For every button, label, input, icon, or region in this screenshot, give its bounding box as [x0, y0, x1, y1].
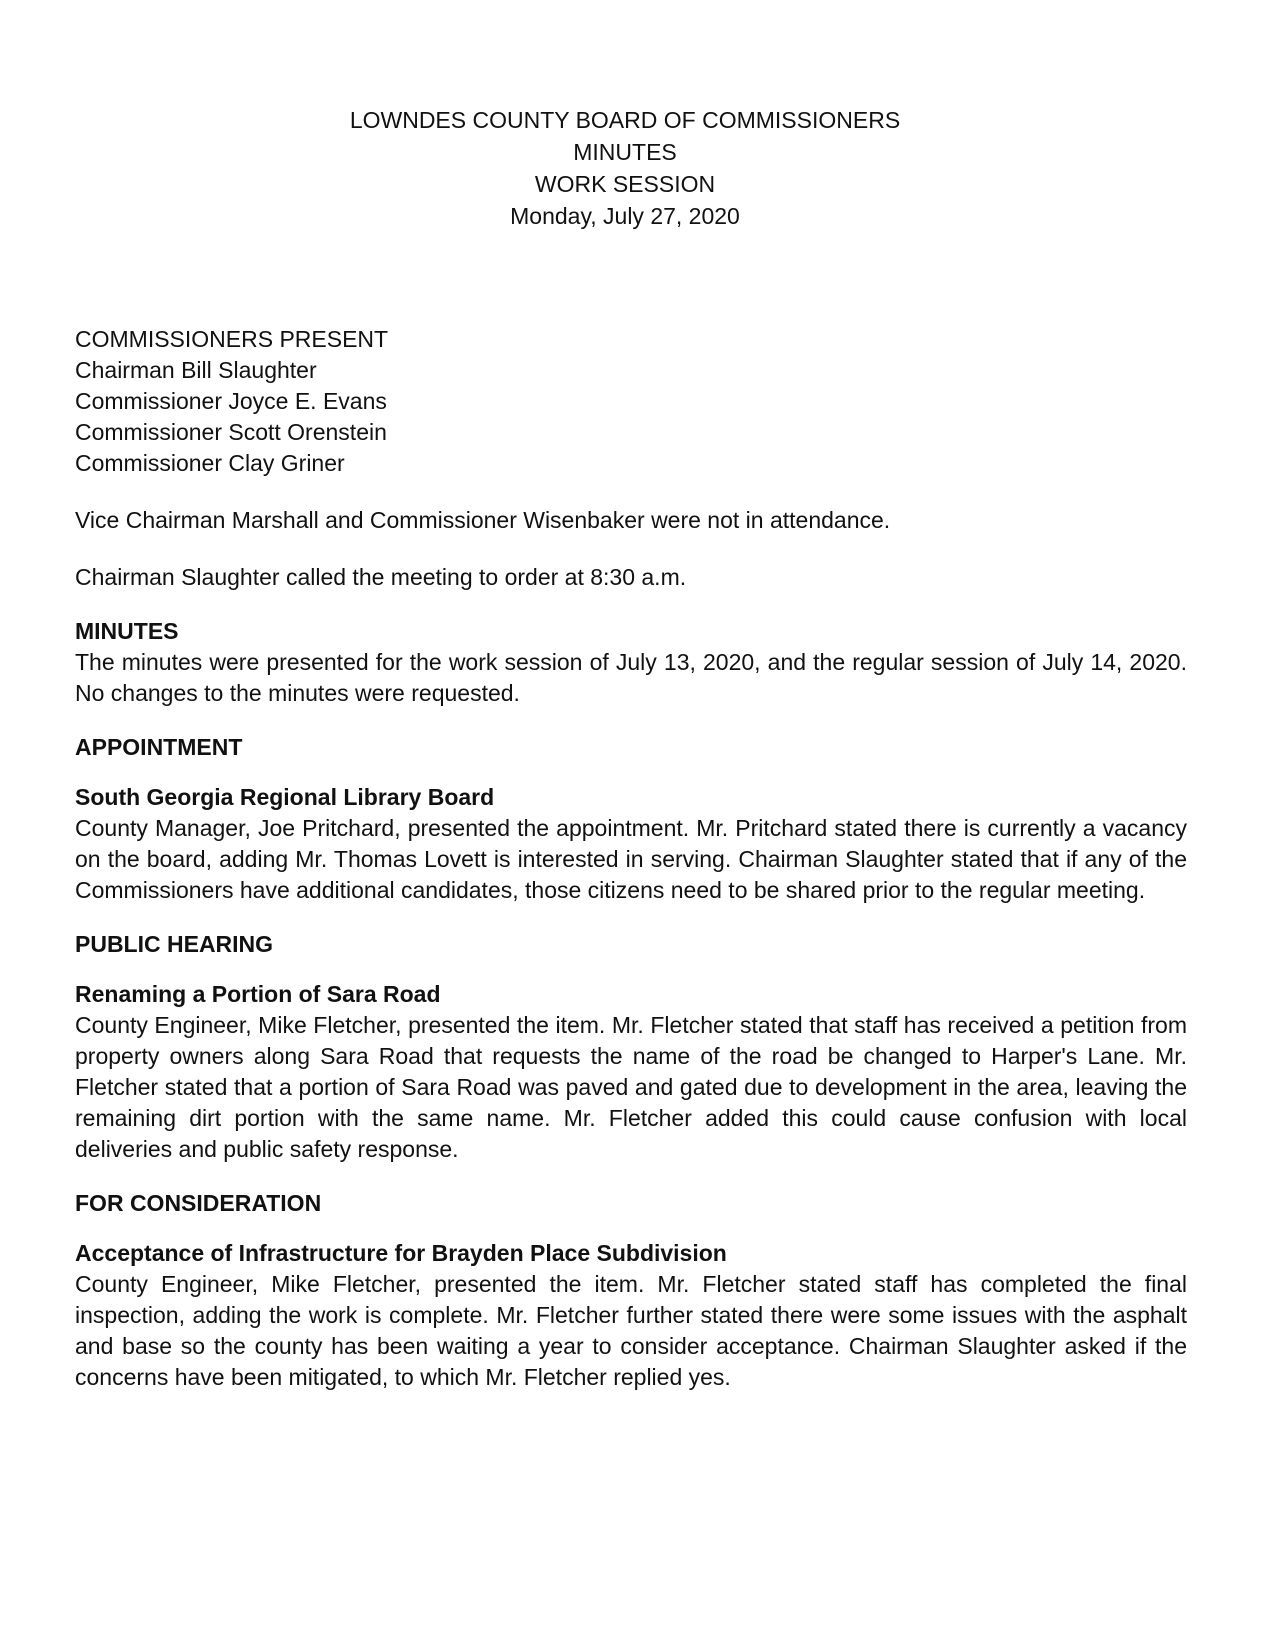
- appointment-section: [75, 732, 1187, 906]
- absent-note: Vice Chairman Marshall and Commissioner Wisenbaker were not in attendance.: [75, 507, 891, 533]
- public-hearing-subheading: Renaming a Portion of Sara Road: [75, 981, 441, 1007]
- member-name: Chairman Bill Slaughter: [75, 357, 317, 383]
- member-name: Commissioner Scott Orenstein: [75, 419, 387, 445]
- public-hearing-section: [75, 929, 1187, 1165]
- for-consideration-subheading: Acceptance of Infrastructure for Brayden Place Subdivision: [75, 1240, 727, 1266]
- header-session-type: WORK SESSION: [534, 171, 716, 197]
- appointment-subheading: South Georgia Regional Library Board: [75, 784, 495, 810]
- header-date: Monday, July 27, 2020: [510, 203, 740, 229]
- public-hearing-text: County Engineer, Mike Fletcher, presented the item. Mr. Fletcher stated that staff has received a petition from property owners along Sara Road that requests the name of the road be changed to Harper's Lane. Mr. Fletcher stated that a portion of Sara Road was paved and gated due to development in the area, leaving the remaining dirt portion with the same name. Mr. Fletcher added this could cause confusion with local deliveries and public safety response.: [75, 1012, 1187, 1162]
- call-to-order: Chairman Slaughter called the meeting to order at 8:30 a.m.: [75, 564, 687, 590]
- member-name: Commissioner Clay Griner: [75, 450, 345, 476]
- minutes-section: [75, 616, 1187, 709]
- attendance-heading: COMMISSIONERS PRESENT: [75, 326, 389, 352]
- appointment-text: County Manager, Joe Pritchard, presented the appointment. Mr. Pritchard stated there is currently a vacancy on the board, adding Mr. Thomas Lovett is interested in serving. Chairman Slaughter stated that if any of the Commissioners have additional candidates, those citizens need to be shared prior to the regular meeting.: [75, 815, 1187, 903]
- for-consideration-text: County Engineer, Mike Fletcher, presented the item. Mr. Fletcher stated staff has completed the final inspection, adding the work is complete. Mr. Fletcher further stated there were some issues with the asphalt and base so the county has been waiting a year to consider acceptance. Chairman Slaughter asked if the concerns have been mitigated, to which Mr. Fletcher replied yes.: [75, 1271, 1187, 1390]
- appointment-heading: APPOINTMENT: [75, 734, 243, 760]
- document-header: [0, 104, 1250, 232]
- for-consideration-section: [75, 1188, 1187, 1393]
- header-organization: LOWNDES COUNTY BOARD OF COMMISSIONERS: [349, 107, 901, 133]
- header-document-type: MINUTES: [573, 139, 677, 165]
- for-consideration-heading: FOR CONSIDERATION: [75, 1190, 322, 1216]
- minutes-heading: MINUTES: [75, 618, 179, 644]
- minutes-text: The minutes were presented for the work session of July 13, 2020, and the regular session of July 14, 2020. No changes to the minutes were requested.: [75, 649, 1187, 706]
- attendance-section: [75, 324, 1187, 479]
- member-name: Commissioner Joyce E. Evans: [75, 388, 387, 414]
- public-hearing-heading: PUBLIC HEARING: [75, 931, 274, 957]
- document-body: [75, 324, 1187, 1393]
